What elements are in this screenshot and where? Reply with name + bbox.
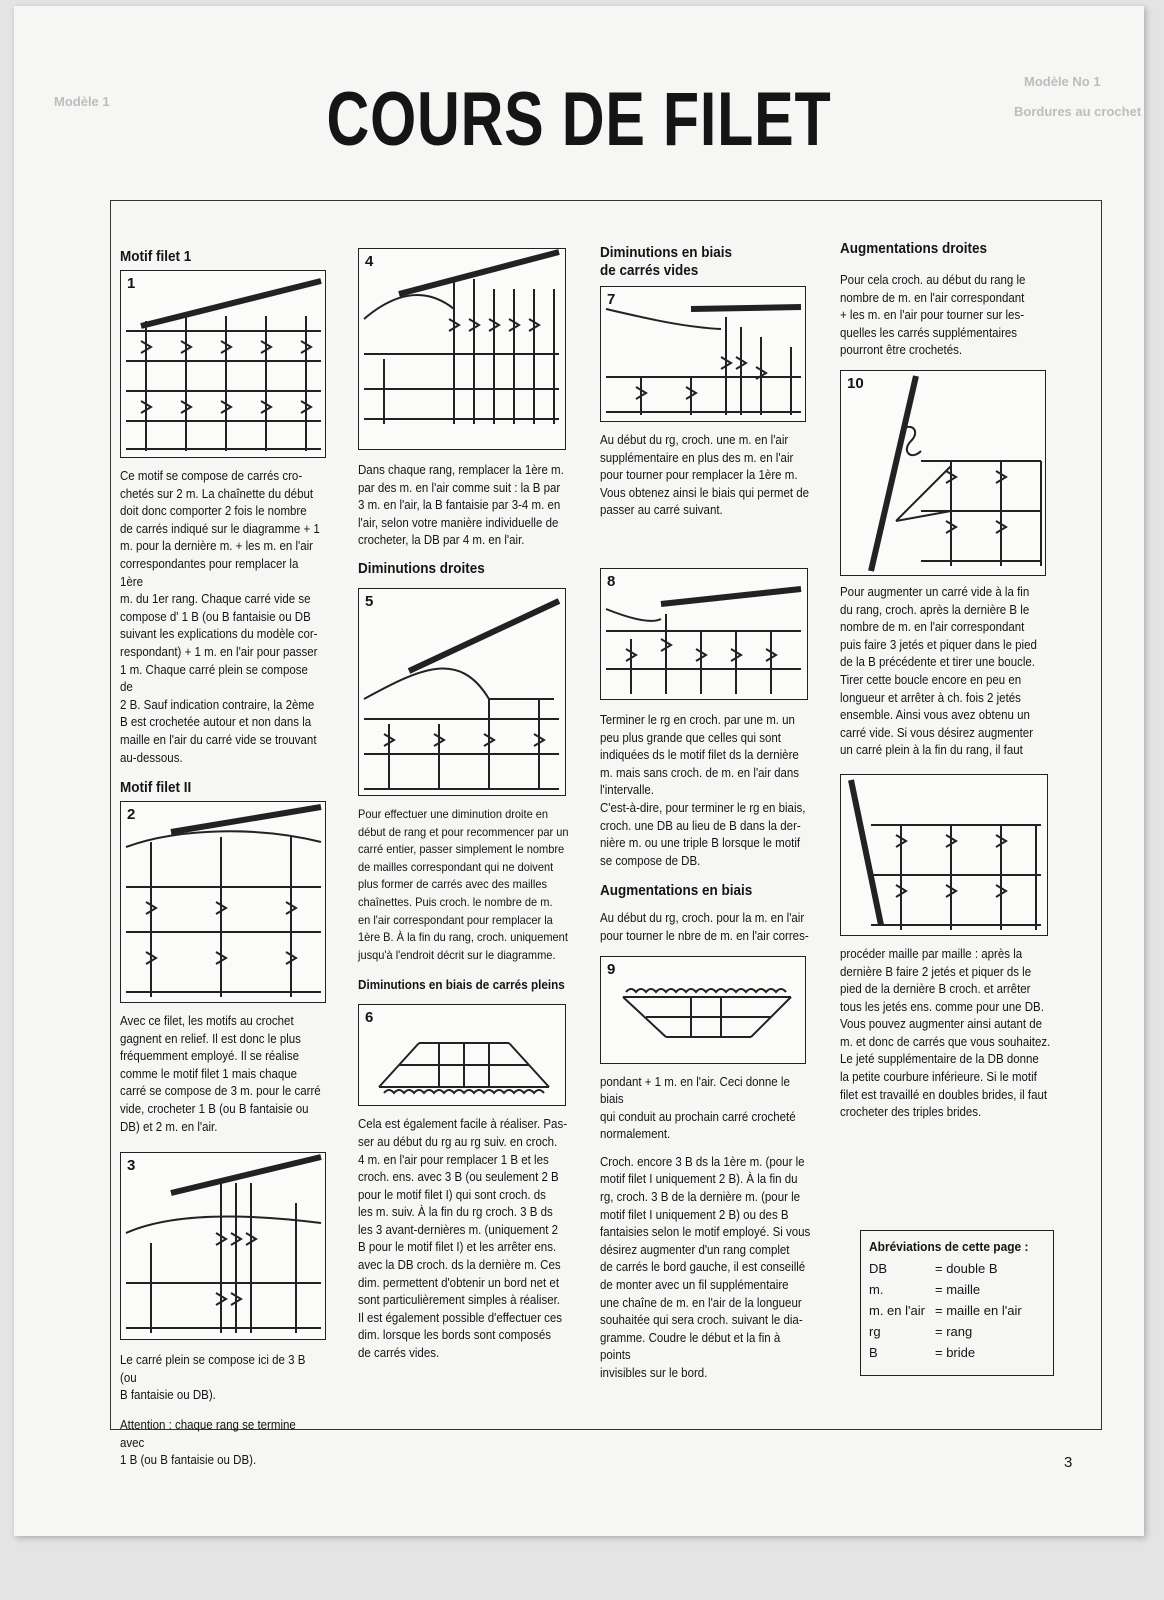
section-heading: Diminutions droites	[358, 559, 485, 577]
section-heading: Motif filet 1	[120, 248, 192, 265]
bleed-through-text: Bordures au crochet	[1014, 104, 1142, 119]
crochet-figure-1	[120, 270, 326, 458]
filet-mesh-illustration	[121, 802, 325, 1002]
abbreviation-row: B = bride	[869, 1345, 976, 1360]
paragraph: Le carré plein se compose ici de 3 B (ou B fantaisie ou DB).	[120, 1353, 306, 1403]
abbreviation-row: DB = double B	[869, 1261, 998, 1276]
crochet-figure-7	[600, 286, 806, 422]
paragraph: Attention : chaque rang se termine avec 1 B (ou B fantaisie ou DB).	[120, 1418, 296, 1468]
figure-number: 9	[607, 960, 616, 978]
abbreviations-box	[860, 1230, 1054, 1376]
abbreviations-title: Abréviations de cette page :	[869, 1239, 1029, 1254]
figure-number: 1	[127, 275, 136, 292]
filet-mesh-illustration	[121, 271, 325, 457]
section-heading: Diminutions en biais de carrés pleins	[358, 977, 565, 993]
crochet-figure-10	[840, 370, 1046, 576]
bleed-through-text: Modèle 1	[54, 94, 110, 109]
paragraph: Pour cela croch. au début du rang le nombre de m. en l'air correspondant + les m. en l'air pour tourner sur les- quelles les carrés supplémentaires pourront être crochetés.	[840, 273, 1026, 358]
paragraph: Ce motif se compose de carrés cro- chetés sur 2 m. La chaînette du début doit donc comporter 2 fois le nombre de carrés indiqué sur le diagramme + 1 m. pour la dernière m. + les m. en l'air correspondantes pour remplacer la 1ère m. du 1er rang. Chaque carré vide se compose d' 1 B (ou B fantaisie ou DB suivant les explications du modèle cor- respondant) + 1 m. en l'air pour passer 1 m. Chaque carré plein se compose de 2 B. Sauf indication contraire, la 2ème B est crochetée autour et non dans la maille en l'air du carré vide se trouvant au-dessous.	[120, 469, 320, 765]
paragraph: Dans chaque rang, remplacer la 1ère m. par des m. en l'air comme suit : la B par 3 m. en l'air, la B fantaisie par 3-4 m. en l'air, selon votre manière individuelle de crocheter, la DB par 4 m. en l'air.	[358, 463, 564, 548]
crochet-figure-11	[840, 774, 1048, 936]
crochet-figure-2	[120, 801, 326, 1003]
paragraph: Au début du rg, croch. pour la m. en l'air pour tourner le nbre de m. en l'air corres-	[600, 911, 809, 943]
figure-number: 6	[365, 1009, 374, 1027]
abbreviation-row: rg = rang	[869, 1324, 973, 1339]
paragraph: pondant + 1 m. en l'air. Ceci donne le biais qui conduit au prochain carré crocheté normalement.	[600, 1074, 796, 1142]
figure-number: 8	[607, 572, 616, 590]
section-heading: Diminutions en biais de carrés vides	[600, 244, 733, 279]
bleed-through-text: Modèle No 1	[1024, 74, 1101, 89]
paragraph: Au début du rg, croch. une m. en l'air supplémentaire en plus des m. en l'air pour tourner pour remplacer la 1ère m. Vous obtenez ainsi le biais qui permet de passer au carré suivant.	[600, 433, 810, 518]
filet-mesh-illustration	[601, 957, 805, 1063]
figure-number: 3	[127, 1157, 136, 1175]
filet-mesh-illustration	[601, 287, 805, 421]
filet-mesh-illustration	[359, 1005, 565, 1105]
crochet-figure-5	[358, 588, 566, 796]
figure-number: 4	[365, 253, 374, 270]
abbreviation-row: m. en l'air = maille en l'air	[869, 1303, 1022, 1318]
column-2	[358, 248, 588, 1363]
paragraph: Pour augmenter un carré vide à la fin du rang, croch. après la dernière B le nombre de m. en l'air correspondant puis faire 3 jetés et piquer dans le pied de la B précédente et tirer une boucle. Tirer cette boucle encore en peu en longueur et arrêter à ch. fois 2 jetés ensemble. Ainsi vous avez obtenu un carré vide. Si vous désirez augmenter un carré plein à la fin du rang, il faut	[840, 584, 1037, 758]
section-heading: Motif filet II	[120, 779, 192, 797]
column-3	[600, 244, 830, 1383]
crochet-figure-3	[120, 1152, 326, 1340]
paragraph: Pour effectuer une diminution droite en début de rang et pour recommencer par un carré entier, passer simplement le nombre de mailles correspondant qui ne doivent plus former de carrés avec des mailles chaînettes. Puis croch. le nombre de m. en l'air correspondant pour remplacer la 1ère B. À la fin du rang, croch. uniquement jusqu'à l'endroit décrit sur le diagramme.	[358, 806, 569, 962]
figure-number: 2	[127, 806, 136, 824]
filet-mesh-illustration	[841, 775, 1047, 935]
filet-mesh-illustration	[841, 371, 1045, 575]
paragraph: Avec ce filet, les motifs au crochet gagnent en relief. Il est donc le plus fréquemment employé. Il se réalise comme le motif filet 1 mais chaque carré se compose de 3 m. pour le carré vide, crocheter 1 B (ou B fantaisie ou DB) et 2 m. en l'air.	[120, 1014, 321, 1134]
crochet-figure-6	[358, 1004, 566, 1106]
filet-mesh-illustration	[359, 589, 565, 795]
section-heading: Augmentations en biais	[600, 882, 753, 900]
crochet-figure-8	[600, 568, 808, 700]
paragraph: Terminer le rg en croch. par une m. un peu plus grande que celles qui sont indiquées ds le motif filet ds la dernière m. mais sans croch. de m. en l'air dans l'intervalle. C'est-à-dire, pour terminer le rg en biais, croch. une DB au lieu de B dans la der- nière m. ou une triple B lorsque le motif se compose de DB.	[600, 712, 806, 868]
section-heading: Augmentations droites	[840, 240, 988, 257]
filet-mesh-illustration	[121, 1153, 325, 1339]
column-4	[840, 240, 1070, 1122]
column-1	[120, 248, 340, 1470]
crochet-figure-4	[358, 248, 566, 450]
figure-number: 7	[607, 291, 616, 308]
paragraph: procéder maille par maille : après la dernière B faire 2 jetés et piquer ds le pied de la dernière B croch. et arrêter tous les jetés ens. comme pour une DB. Vous pouvez augmenter ainsi autant de m. et donc de carrés que vous souhaitez. Le jeté supplémentaire de la DB donne la petite courbure inférieure. Si le motif filet est travaillé en doubles brides, il faut crocheter des triples brides.	[840, 946, 1051, 1120]
page-title: COURS DE FILET	[326, 77, 832, 162]
figure-number: 5	[365, 592, 374, 610]
abbreviation-row: m. = maille	[869, 1282, 981, 1297]
crochet-figure-9	[600, 956, 806, 1064]
paragraph: Cela est également facile à réaliser. Pas- ser au début du rg au rg suiv. en croch. 4 m. en l'air pour remplacer 1 B et les croch. ens. avec 3 B (ou seulement 2 B pour le motif filet I) qui sont croch. ds les m. suiv. À la fin du rg croch. 3 B ds les 3 avant-dernières m. (uniquement 2 B pour le motif filet I) et les arrêter ens. avec la DB croch. ds la dernière m. Ces dim. permettent d'obtenir un bord net et sont particulièrement simples à réaliser. Il est également possible d'effectuer ces dim. lorsque les bords sont composés de carrés vides.	[358, 1117, 568, 1361]
paragraph: Croch. encore 3 B ds la 1ère m. (pour le motif filet I uniquement 2 B). À la fin du rg, croch. 3 B de la dernière m. (pour le motif filet I uniquement 2 B) ou des B fantaisies selon le motif employé. Si vous désirez augmenter d'un rang complet de carrés le bord gauche, il est conseillé de monter avec un fil supplémentaire une chaîne de m. en l'air de la longueur souhaitée qui sera croch. suivant le dia- gramme. Coudre le début et la fin à points invisibles sur le bord.	[600, 1154, 811, 1380]
figure-number: 10	[847, 374, 864, 392]
filet-mesh-illustration	[601, 569, 807, 699]
page-number: 3	[1064, 1454, 1073, 1471]
filet-mesh-illustration	[359, 249, 565, 449]
